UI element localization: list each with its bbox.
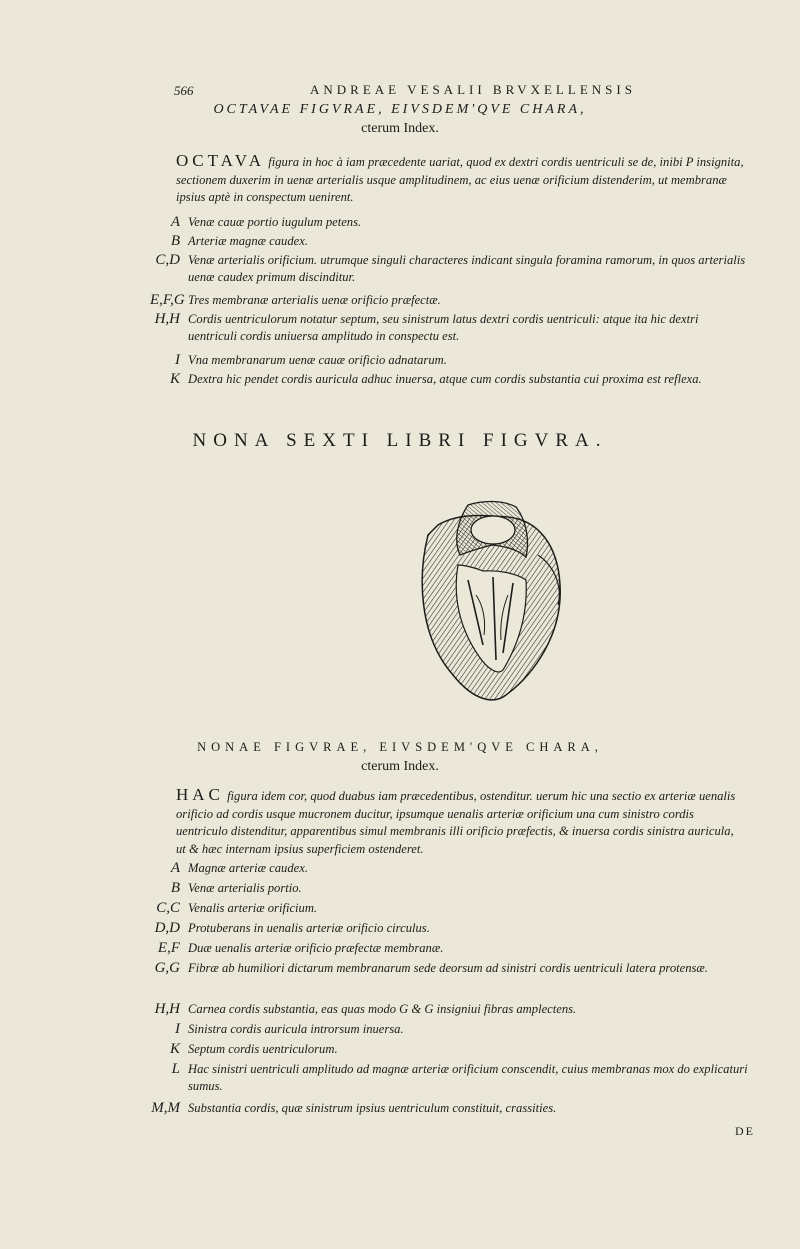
index-entry [150, 880, 750, 897]
entry-text: Protuberans in uenalis arteriæ orificio circulus. [188, 921, 430, 935]
entry-text: Magnæ arteriæ caudex. [188, 861, 308, 875]
entry-text: Septum cordis uentriculorum. [188, 1042, 338, 1056]
entry-key: E,F,G [150, 292, 185, 308]
entry-key: M,M [151, 1100, 180, 1116]
entry-key: B [170, 880, 180, 896]
entry-key: H,H [154, 311, 180, 327]
index-entry [150, 233, 750, 250]
index-entry [150, 900, 750, 917]
entry-key: I [175, 352, 180, 368]
section2-lead-text: figura idem cor, quod duabus iam præcedentibus, ostenditur. uerum hic una sectio ex arteriæ uenalis orificio ad cordis usque mucronem ducitur, ipsumque uenalis arteriæ orificium una cum sinistro cordis uentriculo distenditur, apparentibus simul membranis illi orificio præfectis, & inuersa cordis sinistra auricula, ut & hæc internam ipsius superficiem ostenderet. [176, 789, 736, 856]
entry-key: K [169, 1041, 180, 1057]
entry-text: Arteriæ magnæ caudex. [188, 234, 308, 248]
index-entry [150, 352, 750, 369]
section1-lead-text: figura in hoc à iam præcedente uariat, quod ex dextri cordis uentriculi se de, inibi P insignita, sectionem duxerim in uenæ arterialis usque amplitudinem, ac eius uenæ orificium distenderim, ut membranæ ipsius aptè in conspectum uenirent. [176, 155, 744, 204]
entry-key: B [170, 233, 180, 249]
entry-text: Duæ uenalis arteriæ orificio præfectæ membranæ. [188, 941, 444, 955]
entry-key: K [169, 371, 180, 387]
index-entry [150, 940, 750, 957]
heart-woodcut-illustration [398, 495, 578, 715]
entry-text: Venæ arterialis portio. [188, 881, 302, 895]
entry-key: I [175, 1021, 180, 1037]
entry-text: Fibræ ab humiliori dictarum membranarum sede deorsum ad sinistri cordis uentriculi latera protensæ. [188, 961, 708, 975]
index-entry [150, 311, 750, 345]
index-entry [150, 1001, 750, 1018]
entry-key: H,H [154, 1001, 180, 1017]
index-entry [150, 920, 750, 937]
index-entry [150, 1021, 750, 1038]
entry-key: A [170, 214, 180, 230]
section1-lead-paragraph [176, 152, 746, 207]
index-entry [150, 1100, 750, 1117]
entry-text: Venæ cauæ portio iugulum petens. [188, 215, 362, 229]
figure-title: NONA SEXTI LIBRI FIGVRA. [192, 430, 608, 451]
index-entry [150, 371, 750, 388]
index-entry [150, 1041, 750, 1058]
entry-text: Substantia cordis, quæ sinistrum ipsius uentriculum constituit, crassities. [188, 1101, 557, 1115]
section2-title: NONAE FIGVRAE, EIVSDEM'QVE CHARA, [197, 740, 603, 754]
section1-subtitle: cterum Index. [361, 121, 439, 136]
entry-text: Venalis arteriæ orificium. [188, 901, 318, 915]
index-entry [150, 860, 750, 877]
section1-dropcap: OCTAVA [176, 151, 266, 170]
catchword: DE [735, 1124, 755, 1138]
index-entry [150, 960, 750, 977]
entry-key: D,D [154, 920, 180, 936]
index-entry [150, 292, 750, 309]
entry-key: C,D [155, 252, 180, 268]
section2-dropcap: HAC [176, 785, 224, 804]
entry-key: L [171, 1061, 180, 1077]
index-entry [150, 214, 750, 231]
section2-subtitle: cterum Index. [361, 759, 439, 774]
entry-text: Vna membranarum uenæ cauæ orificio adnatarum. [188, 353, 447, 367]
entry-key: G,G [154, 960, 180, 976]
entry-text: Cordis uentriculorum notatur septum, seu sinistrum latus dextri cordis uentriculi: atque ita hic dextri uentriculi cordis uniuersa amplitudo in conspectu est. [188, 312, 699, 343]
index-entry [150, 252, 750, 286]
entry-key: C,C [156, 900, 180, 916]
section1-title: OCTAVAE FIGVRAE, EIVSDEM'QVE CHARA, [213, 102, 587, 117]
section2-lead-paragraph [176, 786, 746, 858]
page-number: 566 [174, 83, 194, 98]
entry-text: Sinistra cordis auricula introrsum inuersa. [188, 1022, 404, 1036]
entry-key: E,F [157, 940, 180, 956]
entry-text: Tres membranæ arterialis uenæ orificio præfectæ. [188, 293, 441, 307]
index-entry [150, 1061, 750, 1095]
entry-text: Dextra hic pendet cordis auricula adhuc inuersa, atque cum cordis substantia cui proxima est reflexa. [188, 372, 702, 386]
entry-text: Hac sinistri uentriculi amplitudo ad magnæ arteriæ orificium conscendit, cuius membranas mox do explicaturi sumus. [188, 1062, 748, 1093]
entry-text: Carnea cordis substantia, eas quas modo G & G insigniui fibras amplectens. [188, 1002, 577, 1016]
running-title: ANDREAE VESALII BRVXELLENSIS [310, 82, 636, 97]
entry-text: Venæ arterialis orificium. utrumque singuli characteres indicant singula foramina ramorum, in quos arterialis uenæ caudex primum discinditur. [188, 253, 746, 284]
entry-key: A [170, 860, 180, 876]
